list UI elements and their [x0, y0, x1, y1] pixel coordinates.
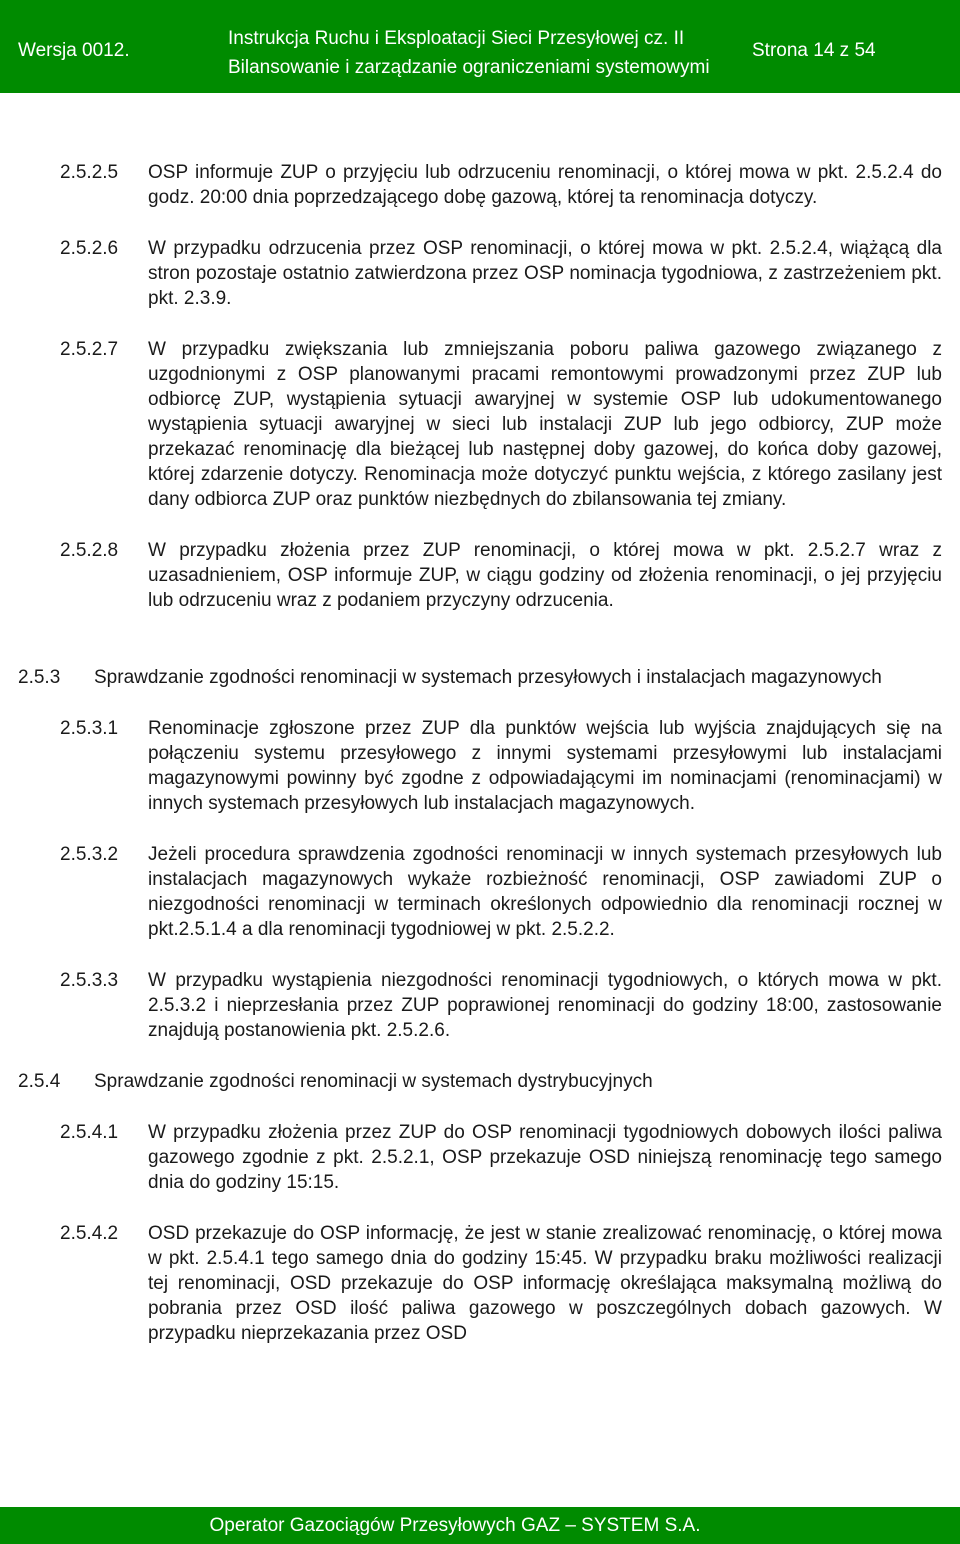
section-2-5-4-2	[0, 1221, 960, 1346]
section-2-5-2-7	[0, 337, 960, 512]
section-number: 2.5.2.5	[60, 162, 119, 183]
section-text: OSD przekazuje do OSP informację, że jest w stanie zrealizować renominację, o której mowa w pkt. 2.5.4.1 tego samego dnia do godziny 15:45. W przypadku braku możliwości realizacji tej renominacji, OSD przekazuje do OSP informację określająca maksymalną możliwą do pobrania przez OSD ilość paliwa gazowego w poszczególnych dobach gazowych. W przypadku nieprzekazania przez OSD	[148, 1223, 942, 1344]
section-text: W przypadku złożenia przez ZUP renominacji, o której mowa w pkt. 2.5.2.7 wraz z uzasadnieniem, OSP informuje ZUP, w ciągu godziny od złożenia renominacji, o jej przyjęciu lub odrzuceniu wraz z podaniem przyczyny odrzucenia.	[148, 540, 942, 611]
section-text: Jeżeli procedura sprawdzenia zgodności renominacji w innych systemach przesyłowych lub instalacjach magazynowych wykaże rozbieżność renominacji, OSP zawiadomi ZUP o niezgodności renominacji w terminach określonych odpowiednio dla renominacji rocznej w pkt.2.5.1.4 a dla renominacji tygodniowej w pkt. 2.5.2.2.	[148, 844, 942, 940]
section-number: 2.5.3.2	[60, 844, 119, 865]
company-name: Operator Gazociągów Przesyłowych GAZ – SYSTEM S.A.	[209, 1515, 701, 1536]
document-title	[228, 24, 710, 82]
section-number: 2.5.3.1	[60, 718, 119, 739]
section-number: 2.5.3.3	[60, 970, 119, 991]
document-body	[0, 160, 960, 1372]
page-footer	[0, 1507, 960, 1544]
section-number: 2.5.4.2	[60, 1223, 119, 1244]
section-2-5-3-heading	[0, 665, 960, 690]
section-2-5-4-1	[0, 1120, 960, 1195]
document-version: Wersja 0012.	[18, 40, 130, 61]
page-number: Strona 14 z 54	[752, 40, 876, 61]
section-number: 2.5.2.6	[60, 238, 119, 259]
section-text: W przypadku złożenia przez ZUP do OSP renominacji tygodniowych dobowych ilości paliwa gazowego zgodnie z pkt. 2.5.2.1, OSP przekazuje OSD niniejszą renominację tego samego dnia do godziny 15:15.	[148, 1122, 942, 1193]
document-title-line2: Bilansowanie i zarządzanie ograniczeniami systemowymi	[228, 57, 710, 78]
section-number: 2.5.3	[18, 667, 61, 688]
section-2-5-2-5	[0, 160, 960, 210]
section-2-5-3-1	[0, 716, 960, 816]
section-number: 2.5.2.8	[60, 540, 119, 561]
section-text: W przypadku zwiększania lub zmniejszania poboru paliwa gazowego związanego z uzgodnionymi z OSP planowanymi pracami remontowymi prowadzonymi przez ZUP lub odbiorcę ZUP, wystąpienia sytuacji awaryjnej w systemie OSP lub udokumentowanego wystąpienia sytuacji awaryjnej w sieci lub instalacji ZUP lub jego odbiorcy, ZUP może przekazać renominację dla bieżącej lub następnej doby gazowej, do końca doby gazowej, której zdarzenie dotyczy. Renominacja może dotyczyć punktu wejścia, z którego zasilany jest dany odbiorca ZUP oraz punktów niezbędnych do zbilansowania tej zmiany.	[148, 339, 942, 510]
section-text: W przypadku wystąpienia niezgodności renominacji tygodniowych, o których mowa w pkt. 2.5.3.2 i nieprzesłania przez ZUP poprawionej renominacji do godziny 18:00, zastosowanie znajdują postanowienia pkt. 2.5.2.6.	[148, 970, 942, 1041]
section-text: OSP informuje ZUP o przyjęciu lub odrzuceniu renominacji, o której mowa w pkt. 2.5.2.4 do godz. 20:00 dnia poprzedzającego dobę gazową, której ta renominacja dotyczy.	[148, 162, 942, 208]
section-2-5-3-3	[0, 968, 960, 1043]
section-number: 2.5.4	[18, 1071, 61, 1092]
section-2-5-2-6	[0, 236, 960, 311]
section-number: 2.5.4.1	[60, 1122, 119, 1143]
section-text: Renominacje zgłoszone przez ZUP dla punktów wejścia lub wyjścia znajdujących się na połączeniu systemu przesyłowego z innymi systemami przesyłowymi lub instalacjami magazynowymi powinny być zgodne z odpowiadającymi im nominacjami (renominacjami) w innych systemach przesyłowych lub instalacjach magazynowych.	[148, 718, 942, 814]
section-2-5-3-2	[0, 842, 960, 942]
section-heading: Sprawdzanie zgodności renominacji w systemach dystrybucyjnych	[94, 1071, 653, 1092]
document-title-line1: Instrukcja Ruchu i Eksploatacji Sieci Przesyłowej cz. II	[228, 28, 685, 49]
page-header	[0, 0, 960, 93]
section-heading: Sprawdzanie zgodności renominacji w systemach przesyłowych i instalacjach magazynowych	[94, 667, 882, 688]
section-number: 2.5.2.7	[60, 339, 119, 360]
section-text: W przypadku odrzucenia przez OSP renominacji, o której mowa w pkt. 2.5.2.4, wiążącą dla stron pozostaje ostatnio zatwierdzona przez OSP nominacja tygodniowa, z zastrzeżeniem pkt. pkt. 2.3.9.	[148, 238, 942, 309]
section-2-5-4-heading	[0, 1069, 960, 1094]
section-2-5-2-8	[0, 538, 960, 613]
